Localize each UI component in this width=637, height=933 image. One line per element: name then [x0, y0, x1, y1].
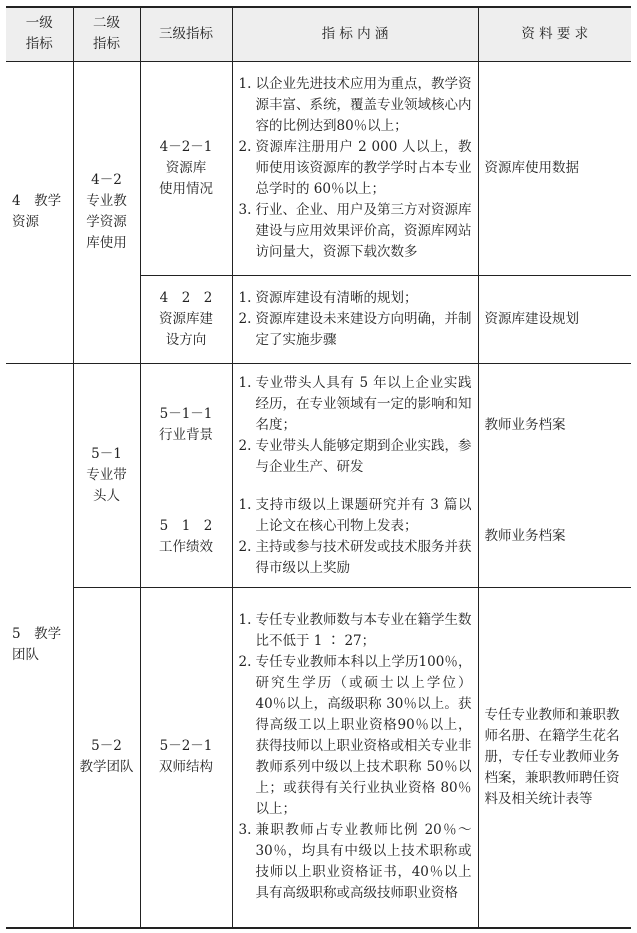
content-item: 1. 以企业先进技术应用为重点，教学资源丰富、系统，覆盖专业领域核心内容的比例达到80％以上； [238, 75, 472, 134]
content-item: 1. 专任专业教师数与本专业在籍学生数比不低于 1 ∶ 27； [238, 612, 472, 650]
material-cell: 资源库建设规划 [478, 275, 631, 363]
content-cell [232, 487, 478, 587]
content-cell [232, 275, 478, 363]
content-cell [232, 587, 478, 928]
level3-cell: 4－2－1 资源库 使用情况 [140, 61, 232, 275]
level2-cell: 4－2 专业教 学资源 库使用 [73, 61, 140, 363]
content-item: 1. 支持市级以上课题研究并有 3 篇以上论文在核心刊物上发表； [238, 496, 472, 534]
indicator-table [6, 6, 631, 929]
material-cell: 教师业务档案 [478, 363, 631, 487]
level3-cell: 4 2 2 资源库建 设方向 [140, 275, 232, 363]
header-content: 指 标 内 涵 [232, 7, 478, 61]
content-item: 3. 行业、企业、用户及第三方对资源库建设与应用效果评价高，资源库网站访问量大，资源下载次数多 [238, 201, 472, 260]
content-cell [232, 363, 478, 487]
level1-cell: 5 教学 团队 [6, 363, 73, 928]
content-item: 2. 主持或参与技术研发或技术服务并获得市级以上奖励 [238, 538, 472, 576]
content-item: 2. 专业带头人能够定期到企业实践，参与企业生产、研发 [238, 437, 472, 475]
level1-cell: 4 教学 资源 [12, 193, 62, 230]
header-material: 资 料 要 求 [478, 7, 631, 61]
content-item: 2. 资源库注册用户 2 000 人以上，教师使用该资源库的教学学时占本专业总学时的 60％以上； [238, 138, 472, 197]
table-row [6, 363, 631, 487]
table-row [6, 61, 631, 275]
material-cell: 专任专业教师和兼职教师名册、在籍学生花名册，专任专业教师业务档案，兼职教师聘任资料及相关统计表等 [478, 587, 631, 928]
content-item: 2. 资源库建设未来建设方向明确，并制定了实施步骤 [238, 310, 472, 348]
level3-cell: 5－1－1 行业背景 [140, 363, 232, 487]
content-cell [232, 61, 478, 275]
content-item: 2. 专任专业教师本科以上学历100％，研究生学历（或硕士以上学位）40％以上，高级职称 30％以上。获得高级工以上职业资格90％以上，获得技师以上职业资格或相关专业非教师系列中级以上技术职称 50％以上；或获得有关行业执业资格 80％以上； [238, 654, 472, 818]
content-item: 3. 兼职教师占专业教师比例 20％～30％，均具有中级以上技术职称或技师以上职业资格证书，40％以上具有高级职称或高级技师职业资格 [238, 822, 472, 902]
material-cell: 资源库使用数据 [478, 61, 631, 275]
level2-cell: 5－1 专业带 头人 [73, 363, 140, 587]
table-row [6, 587, 631, 928]
content-item: 1. 资源库建设有清晰的规划； [238, 289, 418, 306]
header-level3: 三级指标 [140, 7, 232, 61]
header-level2: 二级 指标 [73, 7, 140, 61]
material-cell: 教师业务档案 [478, 487, 631, 587]
level3-cell: 5－2－1 双师结构 [140, 587, 232, 928]
level2-cell: 5－2 教学团队 [73, 587, 140, 928]
table-header-row [6, 7, 631, 61]
level3-cell: 5 1 2 工作绩效 [140, 487, 232, 587]
header-level1: 一级 指标 [6, 7, 73, 61]
content-item: 1. 专业带头人具有 5 年以上企业实践经历，在专业领域有一定的影响和知名度； [238, 374, 472, 433]
